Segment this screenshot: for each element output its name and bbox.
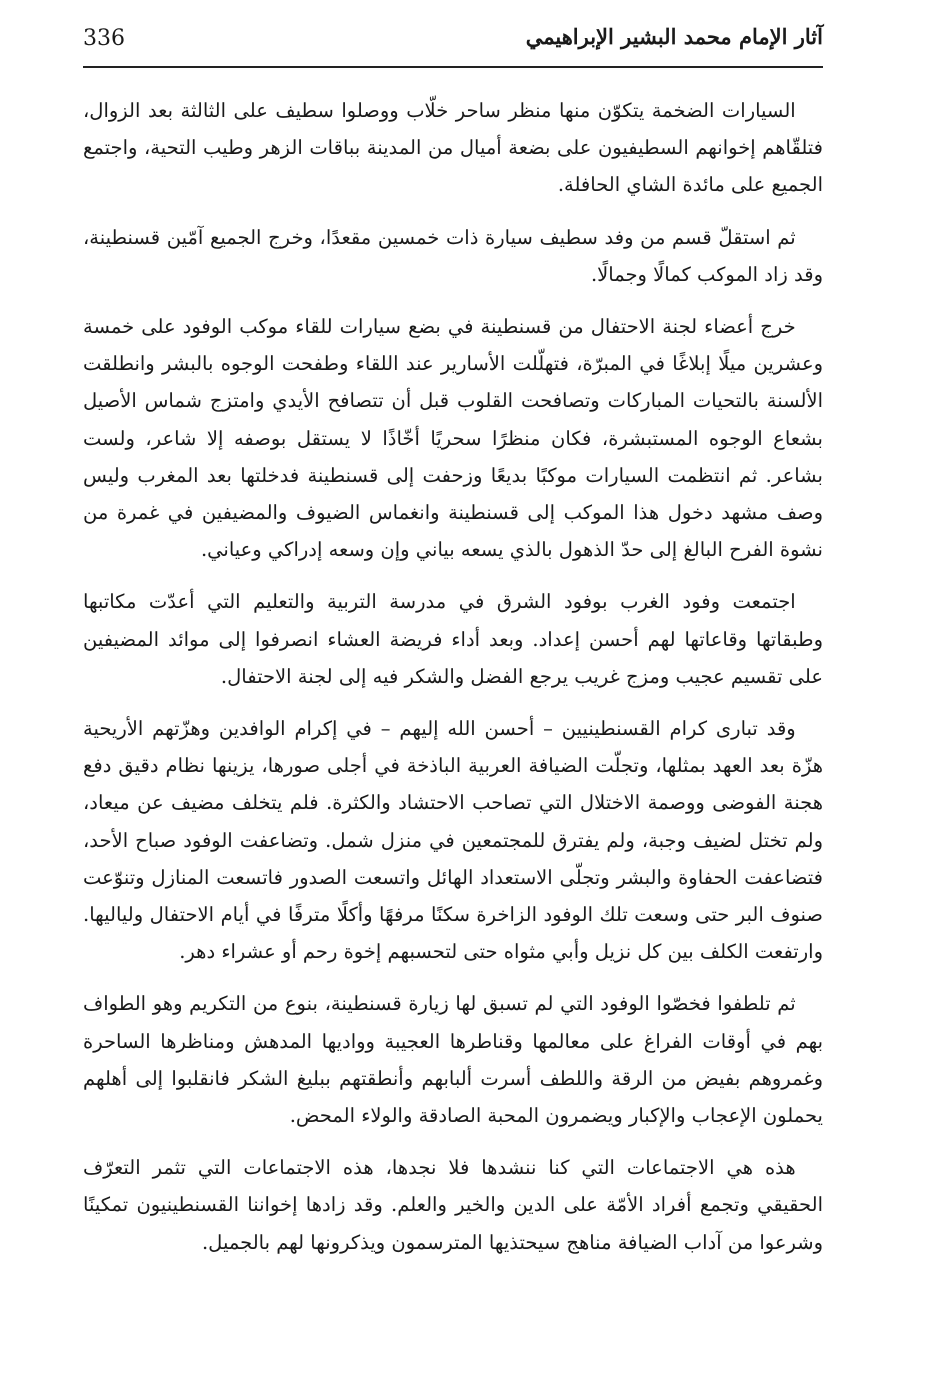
paragraph-4: اجتمعت وفود الغرب بوفود الشرق في مدرسة التربية والتعليم التي أعدّت مكاتبها وطبقاتها وقاعاتها لهم أحسن إعداد. وبعد أداء فريضة العشاء انصرفوا إلى موائد المضيفين على تقسيم عجيب ومزج غريب يرجع الفضل والشكر فيه إلى لجنة الاحتفال. xyxy=(83,590,823,688)
page-header xyxy=(83,22,823,66)
paragraph-2: ثم استقلّ قسم من وفد سطيف سيارة ذات خمسين مقعدًا، وخرج الجميع آمّين قسنطينة، وقد زاد الموكب كمالًا وجمالًا. xyxy=(83,225,823,286)
page-number: 336 xyxy=(83,26,125,51)
paragraph-5: وقد تبارى كرام القسنطينيين – أحسن الله إليهم – في إكرام الوافدين وهزّتهم الأريحية هزّة بعد العهد بمثلها، وتجلّت الضيافة العربية الباذخة في أجلى صورها، يزينها نظام دقيق دفع هجنة الفوضى ووصمة الاختلال التي تصاحب الاحتشاد والكثرة. فلم يتخلف مضيف عن ميعاد، ولم تختل لضيف وجبة، ولم يفترق للمجتمعين في منزل شمل. وتضاعفت الوفود صباح الأحد، فتضاعفت الحفاوة والبشر وتجلّى الاستعداد الهائل واتسعت الصدور فاتسعت المنازل وتنوّعت صنوف البر حتى وسعت تلك الوفود الزاخرة سكنًا مرفهًا وأكلًا مترفًا في أيام الاحتفال ولياليها. وارتفعت الكلف بين كل نزيل وأبي مثواه حتى لتحسبهم إخوة رحم أو عشراء دهر. xyxy=(83,717,823,964)
paragraph-1: السيارات الضخمة يتكوّن منها منظر ساحر خلّاب ووصلوا سطيف على الثالثة بعد الزوال، فتلقّاهم إخوانهم السطيفيون على بضعة أميال من المدينة بباقات الزهر وطيب التحية، واجتمع الجميع على مائدة الشاي الحافلة. xyxy=(83,99,823,197)
paragraph-3: خرج أعضاء لجنة الاحتفال من قسنطينة في بضع سيارات للقاء موكب الوفود على خمسة وعشرين ميلًا إبلاغًا في المبرّة، فتهلّلت الأسارير عند اللقاء وطفحت الوجوه بالبشر وانطلقت الألسنة بالتحيات المباركات وتصافحت القلوب قبل أن تتصافح الأيدي وامتزج شماس الأصيل بشعاع الوجوه المستبشرة، فكان منظرًا سحريًا أخّاذًا لا يستقل بوصفه إلا شاعر، ولست بشاعر. ثم انتظمت السيارات موكبًا بديعًا وزحفت إلى قسنطينة فدخلتها بعد المغرب وليس وصف مشهد دخول هذا الموكب إلى قسنطينة وانغماس الضيوف والمضيفين في غمرة من نشوة الفرح البالغ إلى حدّ الذهول بالذي يسعه بياني وإن وسعه إدراكي وعياني. xyxy=(83,315,823,562)
page-body xyxy=(83,92,823,1276)
header-divider xyxy=(83,66,823,68)
paragraph-6: ثم تلطفوا فخصّوا الوفود التي لم تسبق لها زيارة قسنطينة، بنوع من التكريم وهو الطواف بهم في أوقات الفراغ على معالمها وقناطرها العجيبة وواديها المدهش ومناظرها الساحرة وغمروهم بفيض من الرقة واللطف أسرت ألبابهم وأنطقتهم ببليغ الشكر فانقلبوا إلى أهلهم يحملون الإعجاب والإكبار ويضمرون المحبة الصادقة والولاء المحض. xyxy=(83,992,823,1128)
running-title: آثار الإمام محمد البشير الإبراهيمي xyxy=(525,24,823,49)
paragraph-7: هذه هي الاجتماعات التي كنا ننشدها فلا نجدها، هذه الاجتماعات التي تثمر التعرّف الحقيقي وتجمع أفراد الأمّة على الدين والخير والعلم. وقد زادها إخواننا القسنطينيون تمكينًا وشرعوا من آداب الضيافة مناهج سيحتذيها المترسمون ويذكرونها لهم بالجميل. xyxy=(83,1156,823,1254)
